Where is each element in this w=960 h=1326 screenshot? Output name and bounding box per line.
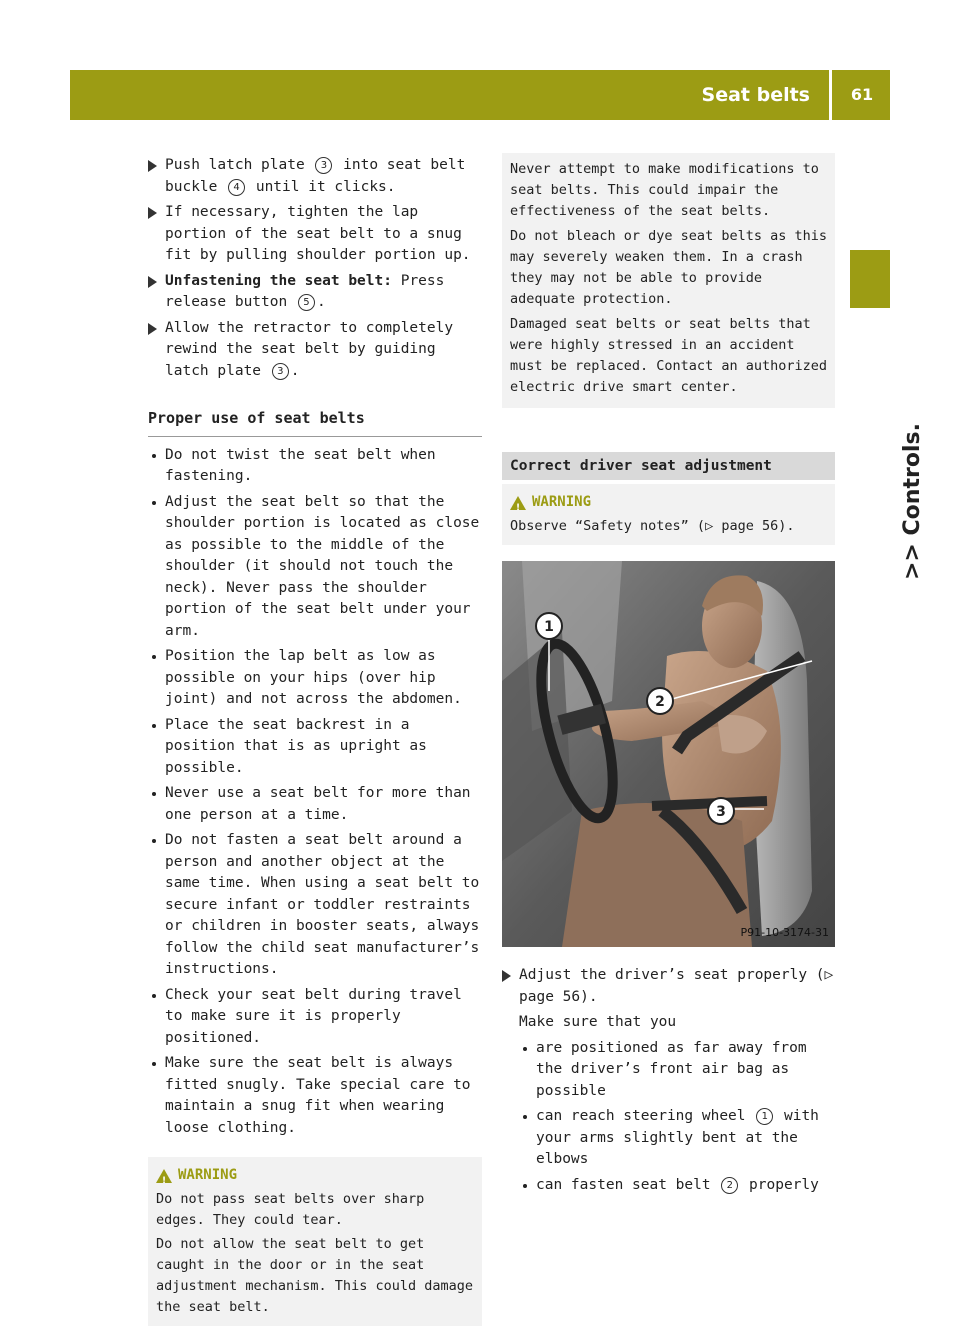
- step-arrow-icon: [148, 207, 157, 219]
- svg-text:1: 1: [544, 619, 554, 635]
- step-arrow-icon: [148, 276, 157, 288]
- callout-number: 3: [315, 157, 332, 174]
- bullet-list: [502, 1038, 835, 1197]
- warning-text: Observe “Safety notes” (▷ page 56).: [510, 518, 795, 534]
- step-arrow-icon: [148, 160, 157, 172]
- list-item: Adjust the seat belt so that the shoulder portion is located as close as possible to the middle of the shoulder (it should not touch the neck). Never pass the shoulder portion of the seat belt under your arm.: [148, 492, 482, 643]
- bullet-icon: [523, 1115, 527, 1119]
- bullet-icon: [152, 1062, 156, 1066]
- svg-text:2: 2: [655, 694, 665, 710]
- bullet-icon: [152, 655, 156, 659]
- page-title: Seat belts: [701, 84, 810, 106]
- list-item: can reach steering wheel 1 with your arms slightly bent at the elbows: [519, 1106, 835, 1171]
- note-text: Damaged seat belts or seat belts that were highly stressed in an accident must be replaced. Contact an authorized electric drive smart center.: [510, 316, 827, 395]
- callout-number: 3: [272, 363, 289, 380]
- instruction-step: If necessary, tighten the lap portion of the seat belt to a snug fit by pulling shoulder portion up.: [148, 202, 482, 267]
- right-column: [502, 153, 835, 1200]
- instruction-step: Unfastening the seat belt: Press release button 5 .: [148, 271, 482, 314]
- callout-3: [708, 798, 734, 824]
- callout-2: [647, 688, 673, 714]
- list-item: Position the lap belt as low as possible on your hips (over hip joint) and not across the abdomen.: [148, 646, 482, 711]
- bullet-icon: [152, 792, 156, 796]
- callout-number: 5: [298, 294, 315, 311]
- step-arrow-icon: [148, 323, 157, 335]
- bullet-list: [148, 445, 482, 1140]
- note-text: Never attempt to make modifications to seat belts. This could impair the effectiveness of the seat belts.: [510, 161, 819, 219]
- warning-icon: [510, 496, 526, 510]
- step-arrow-icon: [502, 970, 511, 982]
- list-item: Make sure the seat belt is always fitted snugly. Take special care to maintain a snug fit when wearing loose clothing.: [148, 1053, 482, 1139]
- instruction-step: Push latch plate 3 into seat belt buckle 4 until it clicks.: [148, 155, 482, 198]
- list-item: Never use a seat belt for more than one person at a time.: [148, 783, 482, 826]
- bullet-icon: [152, 994, 156, 998]
- warning-box: [148, 1157, 482, 1326]
- warning-box: [502, 484, 835, 545]
- bullet-icon: [152, 454, 156, 458]
- note-box: [502, 153, 835, 408]
- header-bar: [70, 70, 890, 120]
- page-number: 61: [850, 85, 874, 104]
- list-item: Place the seat backrest in a position that is as upright as possible.: [148, 715, 482, 780]
- svg-text:3: 3: [716, 804, 726, 820]
- warning-heading: ! WARNING: [156, 1165, 474, 1186]
- callout-number: 2: [721, 1177, 738, 1194]
- driver-figure-icon: [502, 561, 835, 947]
- section-title: Proper use of seat belts: [148, 408, 482, 437]
- list-item: can fasten seat belt 2 properly: [519, 1175, 835, 1197]
- make-sure-text: Make sure that you: [519, 1014, 677, 1030]
- bullet-icon: [152, 501, 156, 505]
- list-item: Do not fasten a seat belt around a person and another object at the same time. When using a seat belt to secure infant or toddler restraints or children in booster seats, always follow the child seat manufacturer’s instructions.: [148, 830, 482, 981]
- warning-text: Do not pass seat belts over sharp edges. They could tear.: [156, 1191, 425, 1228]
- warning-heading: ! WARNING: [510, 492, 827, 513]
- chapter-label: >> Controls.: [900, 423, 925, 580]
- warning-text: Do not allow the seat belt to get caught in the door or in the seat adjustment mechanism. This could damage the seat belt.: [156, 1236, 473, 1315]
- callout-1: [536, 613, 562, 639]
- section-title: Correct driver seat adjustment: [502, 452, 835, 480]
- list-item: Check your seat belt during travel to make sure it is properly positioned.: [148, 985, 482, 1050]
- bullet-icon: [152, 724, 156, 728]
- instruction-step: Adjust the driver’s seat properly (▷ page 56).: [502, 965, 835, 1008]
- figure-code: P91-10-3174-31: [740, 925, 829, 939]
- warning-icon: [156, 1169, 172, 1183]
- bullet-icon: [523, 1184, 527, 1188]
- left-column: [148, 155, 482, 1326]
- chapter-tab: [850, 250, 890, 308]
- bullet-icon: [152, 839, 156, 843]
- bullet-icon: [523, 1047, 527, 1051]
- callout-number: 1: [756, 1108, 773, 1125]
- driver-seat-illustration: [502, 561, 835, 947]
- header-separator: [829, 70, 832, 120]
- list-item: Do not twist the seat belt when fastening.: [148, 445, 482, 488]
- note-text: Do not bleach or dye seat belts as this may severely weaken them. In a crash they may not be able to provide adequate protection.: [510, 228, 827, 307]
- instruction-step: Allow the retractor to completely rewind the seat belt by guiding latch plate 3 .: [148, 318, 482, 383]
- list-item: are positioned as far away from the driver’s front air bag as possible: [519, 1038, 835, 1103]
- callout-number: 4: [228, 179, 245, 196]
